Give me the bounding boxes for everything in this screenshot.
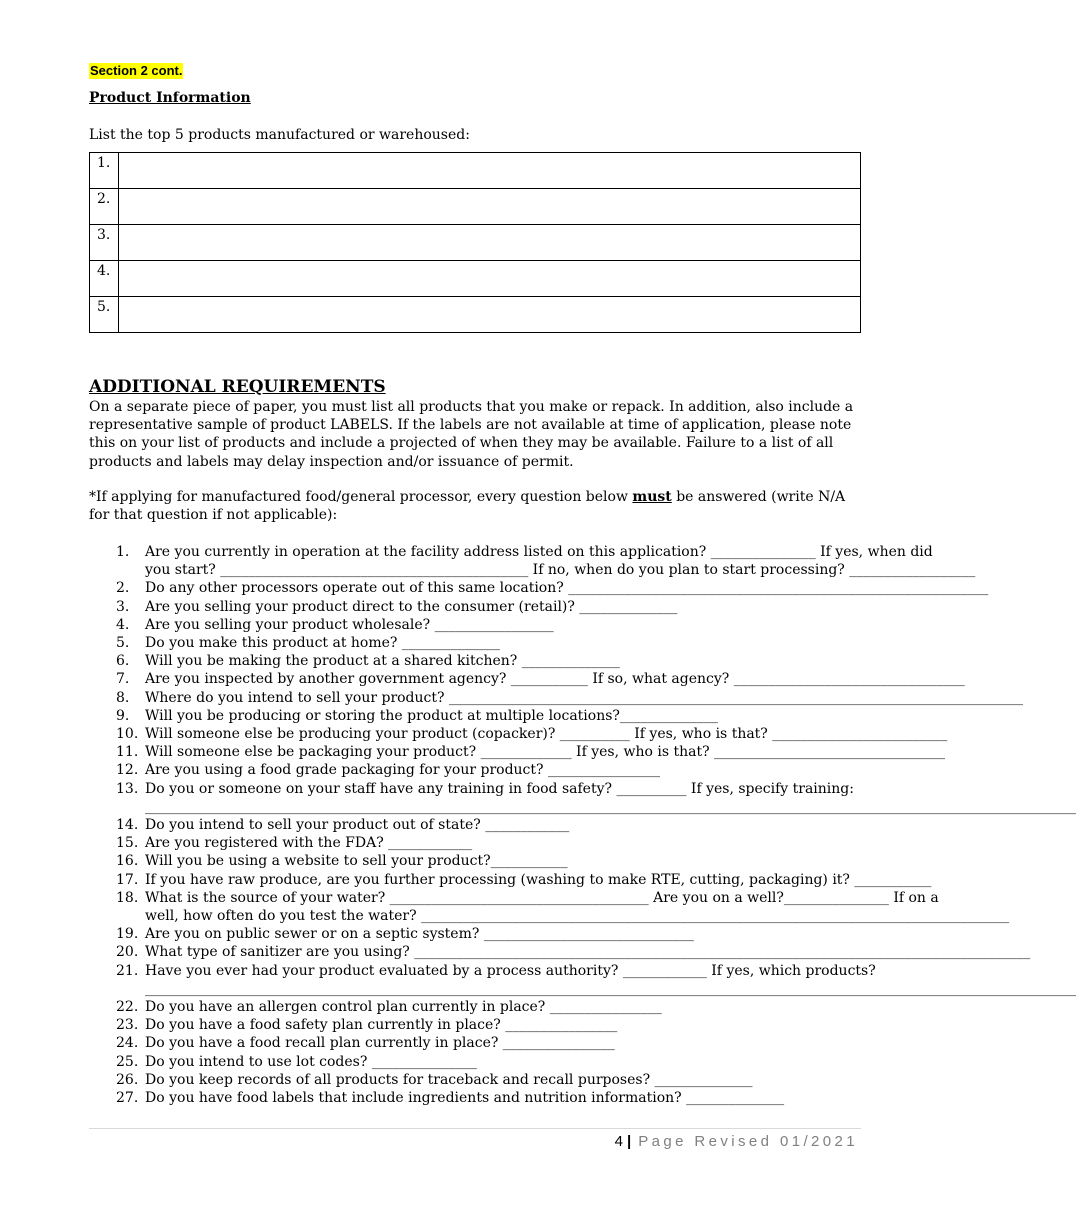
question-item [89,725,948,743]
question-item [89,634,861,652]
product-row-number: 3. [90,225,119,261]
product-row-number: 4. [90,261,119,297]
question-number: 5. [116,635,130,652]
question-item [89,889,1010,925]
note-text-after: be answered (write N/A for that question if not applicable): [89,489,846,524]
question-text[interactable]: Do you make this product at home? ______________ [145,635,500,652]
question-text[interactable]: Are you selling your product wholesale? _________________ [145,616,554,633]
product-row [90,189,861,225]
question-number: 13. [116,780,139,797]
page-number: 4 [614,1133,624,1150]
question-item [89,816,861,834]
question-item [89,1089,861,1107]
products-table [89,152,861,333]
question-text[interactable]: Where do you intend to sell your product? __________________________________________________________________________________ [145,689,1023,706]
note-emphasis: must [632,489,672,505]
question-item [89,1053,861,1071]
question-text[interactable]: Do you have food labels that include ingredients and nutrition information? ______________ [145,1090,785,1107]
question-item [89,998,861,1016]
product-information-heading: Product Information [89,90,251,106]
question-item [89,598,861,616]
question-item [89,689,1023,707]
product-entry-field[interactable] [119,153,861,189]
question-item [89,743,946,761]
question-number: 21. [116,962,139,979]
question-text[interactable]: What type of sanitizer are you using? ________________________________________________________________________________________ [145,944,1031,961]
question-item [89,943,1031,961]
product-row-number: 2. [90,189,119,225]
instructions-note [89,488,861,524]
question-text[interactable]: Do you or someone on your staff have any training in food safety? __________ If yes, specify training: [145,780,854,797]
question-item [89,707,861,725]
question-number: 15. [116,835,139,852]
question-number: 7. [116,671,130,688]
question-number: 26. [116,1071,139,1088]
question-text[interactable]: Do you intend to sell your product out of state? ____________ [145,817,570,834]
question-item [89,579,989,597]
note-text-before: *If applying for manufactured food/general processor, every question below [89,489,633,505]
question-text[interactable]: Are you selling your product direct to the consumer (retail)? ______________ [145,598,678,615]
question-text[interactable]: Do you have a food recall plan currently in place? ________________ [145,1035,615,1052]
question-item [89,925,861,943]
question-number: 23. [116,1017,139,1034]
question-item [89,652,861,670]
question-text[interactable]: Are you registered with the FDA? ____________ [145,835,473,852]
question-number: 16. [116,853,139,870]
question-number: 4. [116,616,130,633]
question-item [89,852,861,870]
question-text[interactable]: Are you inspected by another government agency? ___________ If so, what agency? _________________________________ [145,671,965,688]
question-item [89,761,861,779]
question-item [89,670,965,688]
additional-requirements-paragraph: On a separate piece of paper, you must list all products that you make or repack. In addition, also include a representative sample of product LABELS. If the labels are not available at time of application, please note this on your list of products and include a projected of when they may be available. Failure to a list of all products and labels may delay inspection and/or issuance of permit. [89,399,854,470]
page-footer [615,1132,858,1152]
product-row-number: 1. [90,153,119,189]
question-item [89,871,932,889]
question-item [89,1016,861,1034]
question-item [89,1071,861,1089]
question-number: 24. [116,1035,139,1052]
product-row [90,153,861,189]
question-item [89,1034,861,1052]
product-entry-field[interactable] [119,261,861,297]
question-text[interactable]: Do you have an allergen control plan currently in place? ________________ [145,999,662,1016]
question-text[interactable]: What is the source of your water? _____________________________________ Are you on a well?_______________ If on a [145,889,939,906]
question-text[interactable]: If you have raw produce, are you further processing (washing to make RTE, cutting, packaging) it? ___________ [145,871,932,888]
question-item [89,962,1076,998]
question-number: 3. [116,598,130,615]
question-number: 20. [116,944,139,961]
question-number: 22. [116,999,139,1016]
question-text[interactable]: you start? ____________________________________________ If no, when do you plan to start processing? __________________ [145,562,976,579]
question-item [89,834,861,852]
question-text[interactable]: Will someone else be producing your product (copacker)? __________ If yes, who is that? _________________________ [145,726,948,743]
question-number: 11. [116,744,139,761]
question-number: 9. [116,707,130,724]
product-entry-field[interactable] [119,297,861,333]
question-text[interactable]: Will someone else be packaging your product? _____________ If yes, who is that? _________________________________ [145,744,946,761]
questions-list [89,543,1076,1107]
page-revised-label: Page Revised 01/2021 [638,1133,858,1150]
footer-divider [89,1128,861,1129]
question-number: 27. [116,1090,139,1107]
question-text[interactable]: Are you currently in operation at the facility address listed on this application? _______________ If yes, when did [145,544,933,560]
question-number: 2. [116,580,130,597]
question-text[interactable]: Are you using a food grade packaging for your product? ________________ [145,762,660,779]
product-row [90,261,861,297]
question-number: 12. [116,762,139,779]
product-entry-field[interactable] [119,189,861,225]
question-number: 6. [116,653,130,670]
products-intro: List the top 5 products manufactured or warehoused: [89,127,470,143]
product-row-number: 5. [90,297,119,333]
question-number: 1. [116,544,130,560]
question-text[interactable]: Do you intend to use lot codes? _______________ [145,1053,477,1070]
question-number: 25. [116,1053,139,1070]
question-number: 8. [116,689,130,706]
product-row [90,225,861,261]
question-number: 17. [116,871,139,888]
question-number: 14. [116,817,139,834]
question-item [89,543,976,579]
question-text[interactable]: Will you be using a website to sell your product?___________ [145,853,568,870]
question-item [89,616,861,634]
question-number: 10. [116,726,139,743]
question-text[interactable]: _____________________________________________________________________________________________________________________________________ [145,798,1076,815]
question-text[interactable]: Will you be producing or storing the product at multiple locations?______________ [145,707,718,724]
question-number: 19. [116,926,139,943]
footer-separator: | [627,1133,632,1150]
question-text[interactable]: Will you be making the product at a shared kitchen? ______________ [145,653,620,670]
product-row [90,297,861,333]
additional-requirements-heading: ADDITIONAL REQUIREMENTS [89,377,386,397]
question-number: 18. [116,889,139,906]
question-text[interactable]: Do you have a food safety plan currently in place? ________________ [145,1017,618,1034]
question-text[interactable]: Are you on public sewer or on a septic system? ______________________________ [145,926,694,943]
question-item [89,780,1076,816]
product-entry-field[interactable] [119,225,861,261]
section-tag: Section 2 cont. [90,63,183,78]
question-text[interactable]: _____________________________________________________________________________________________________________________________________ [145,980,1076,997]
question-text[interactable]: Do any other processors operate out of this same location? ____________________________________________________________ [145,580,989,597]
question-text[interactable]: Have you ever had your product evaluated by a process authority? ____________ If yes, which products? [145,962,876,979]
question-text[interactable]: Do you keep records of all products for traceback and recall purposes? ______________ [145,1071,753,1088]
question-text[interactable]: well, how often do you test the water? ____________________________________________________________________________________ [145,908,1010,925]
